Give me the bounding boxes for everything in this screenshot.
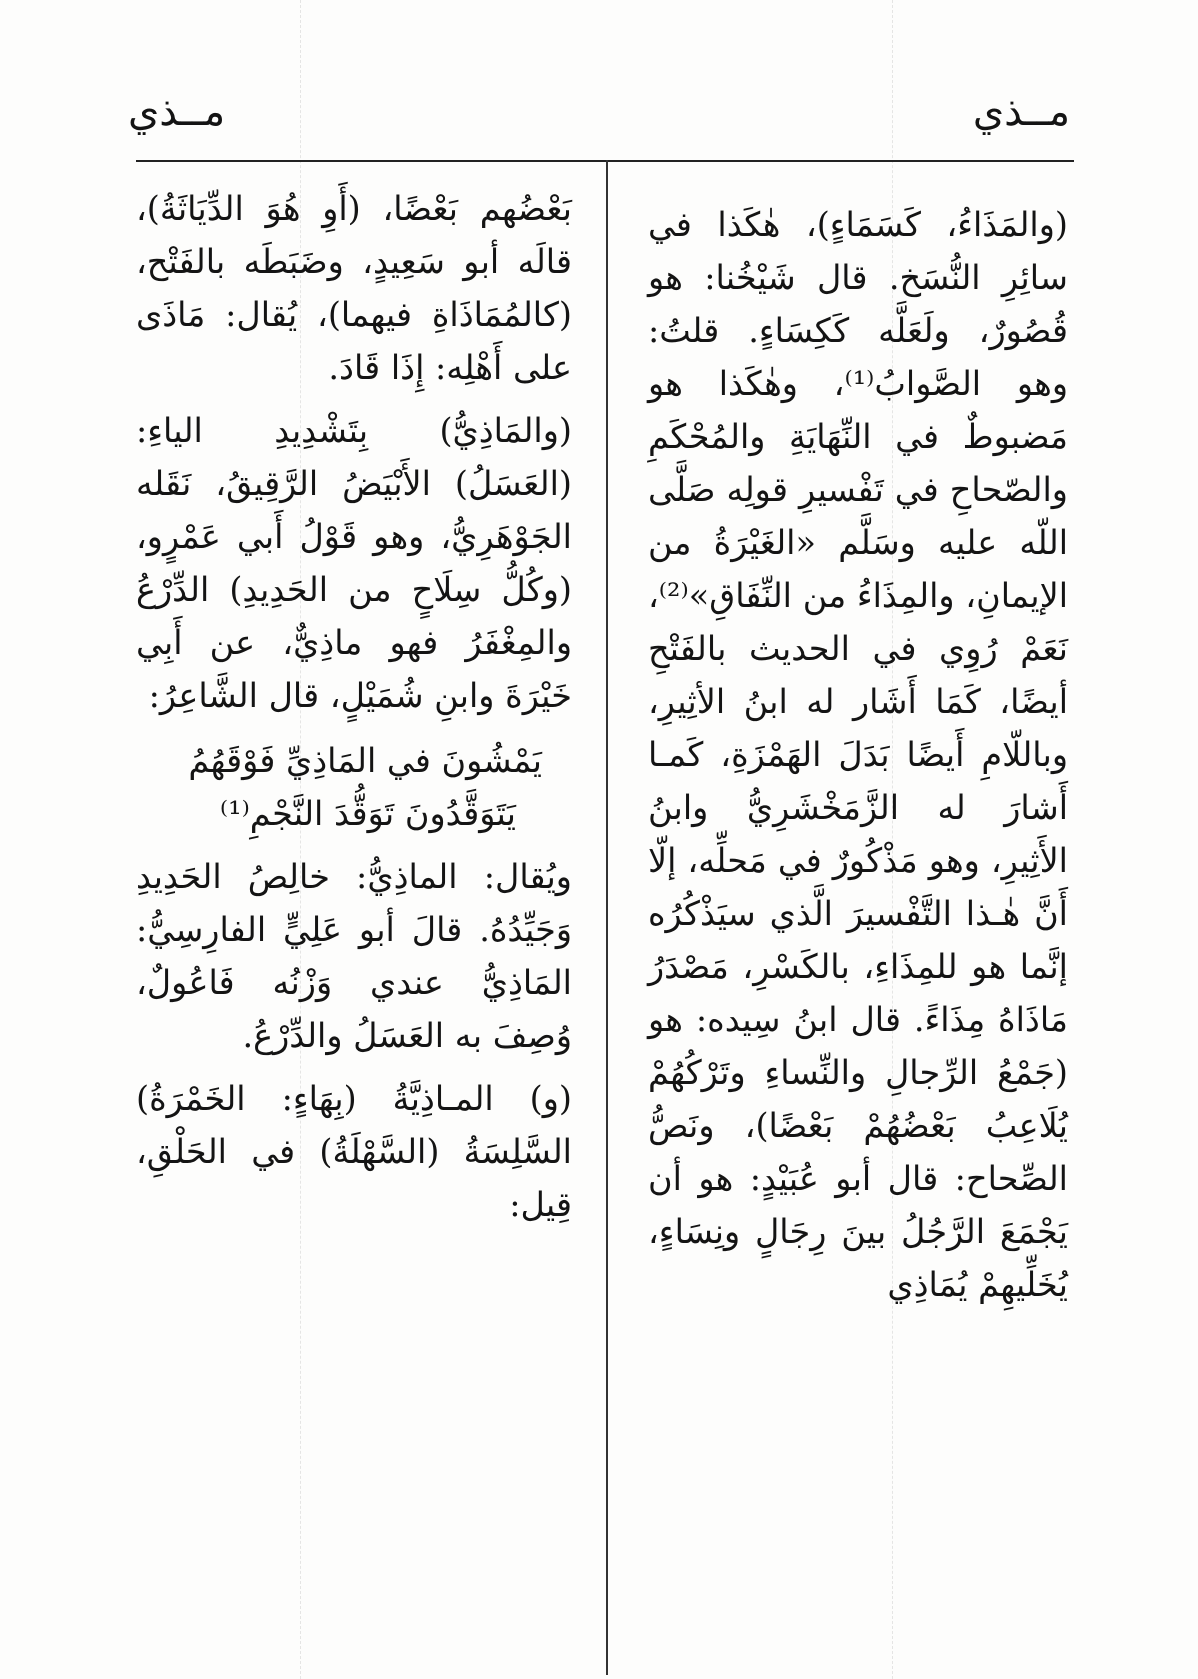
left-column-paragraph: (والمَاذِيُّ) بِتَشْدِيدِ الياءِ: (العَسَلُ) الأَبْيَضُ الرَّقِيقُ، نَقَله الجَوْهَرِيُّ، وهو قَوْلُ أَبي عَمْرٍو، (وكُلُّ سِلَاحٍ من الحَدِيدِ) الدِّرْعُ والمِغْفَرُ فهو ماذِيٌّ، عن أَبِي خَيْرَةَ وابنِ شُمَيْلٍ، قال الشَّاعِرُ:: [136, 411, 572, 715]
left-column-paragraph: ويُقال: الماذِيُّ: خالِصُ الحَدِيدِ وَجَيِّدُهُ. قالَ أبو عَلِيٍّ الفارِسِيُّ: المَاذِيُّ عندي وَزْنُه فَاعُولٌ، وُصِفَ به العَسَلُ والدِّرْعُ.: [136, 857, 572, 1055]
left-column-paragraph: بَعْضُهم بَعْضًا، (أَوِ هُوَ الدِّيَاثَةُ)، قالَه أبو سَعِيدٍ، وضَبَطَه بالفَتْح، (كالمُمَاذَاةِ فيهما)، يُقال: مَاذَى على أَهْلِه: إِذَا قَادَ.: [136, 189, 572, 387]
running-header-right: مــذي: [972, 89, 1070, 135]
column-divider: [606, 160, 608, 1675]
right-column-paragraph: (والمَذَاءُ، كَسَمَاءٍ)، هٰكَذا في سائِرِ النُّسَخ. قال شَيْخُنا: هو قُصُورٌ، ولَعَلَّه كَكِسَاءٍ. قلتُ: وهو الصَّوابُ⁽¹⁾، وهٰكَذا هو مَضبوطٌ في النِّهَايَةِ والمُحْكَمِ والصّحاحِ في تَفْسيرِ قولِه صَلَّى اللّه عليه وسَلَّم «الغَيْرَةُ من الإيمانِ، والمِذَاءُ من النِّفَاقِ»⁽²⁾، نَعَمْ رُوِي في الحديث بالفَتْحِ أيضًا، كَمَا أَشَار له ابنُ الأثِيرِ، وباللّامِ أَيضًا بَدَلَ الهَمْزَةِ، كَمـا أَشارَ له الزَّمَخْشَرِيُّ وابنُ الأَثِيرِ، وهو مَذْكُورٌ في مَحلِّه، إلّا أَنَّ هٰـذا التَّفْسيرَ الَّذي سيَذْكُرُه إنَّما هو للمِذَاءِ، بالكَسْرِ، مَصْدَرُ مَاذَاهُ مِذَاءً. قال ابنُ سِيده: هو (جَمْعُ الرِّجالِ والنِّساءِ وتَرْكُهُمْ يُلَاعِبُ بَعْضُهُمْ بَعْضًا)، ونَصُّ الصِّحاح: قال أبو عُبَيْدٍ: هو أن يَجْمَعَ الرَّجُلُ بينَ رِجَالٍ ونِسَاءٍ، يُخَلِّيهِمْ يُمَاذِي: [648, 205, 1069, 1304]
running-header-left: مــذي: [128, 89, 226, 135]
poem-verse-line-2: يَتَوَقَّدُونَ تَوَقُّدَ النَّجْمِ⁽¹⁾: [219, 794, 516, 833]
left-column-paragraph: (و) المـاذِيَّةُ (بِهَاءٍ: الخَمْرَةُ) السَّلِسَةُ (السَّهْلَةُ) في الحَلْقِ، قِيل:: [136, 1079, 572, 1224]
right-column: [648, 198, 1068, 1311]
left-column: [136, 182, 572, 1231]
header-rule: [136, 160, 1074, 162]
poem-verse-line-1: يَمْشُونَ في المَاذِيِّ فَوْقَهُمُ: [188, 741, 542, 780]
